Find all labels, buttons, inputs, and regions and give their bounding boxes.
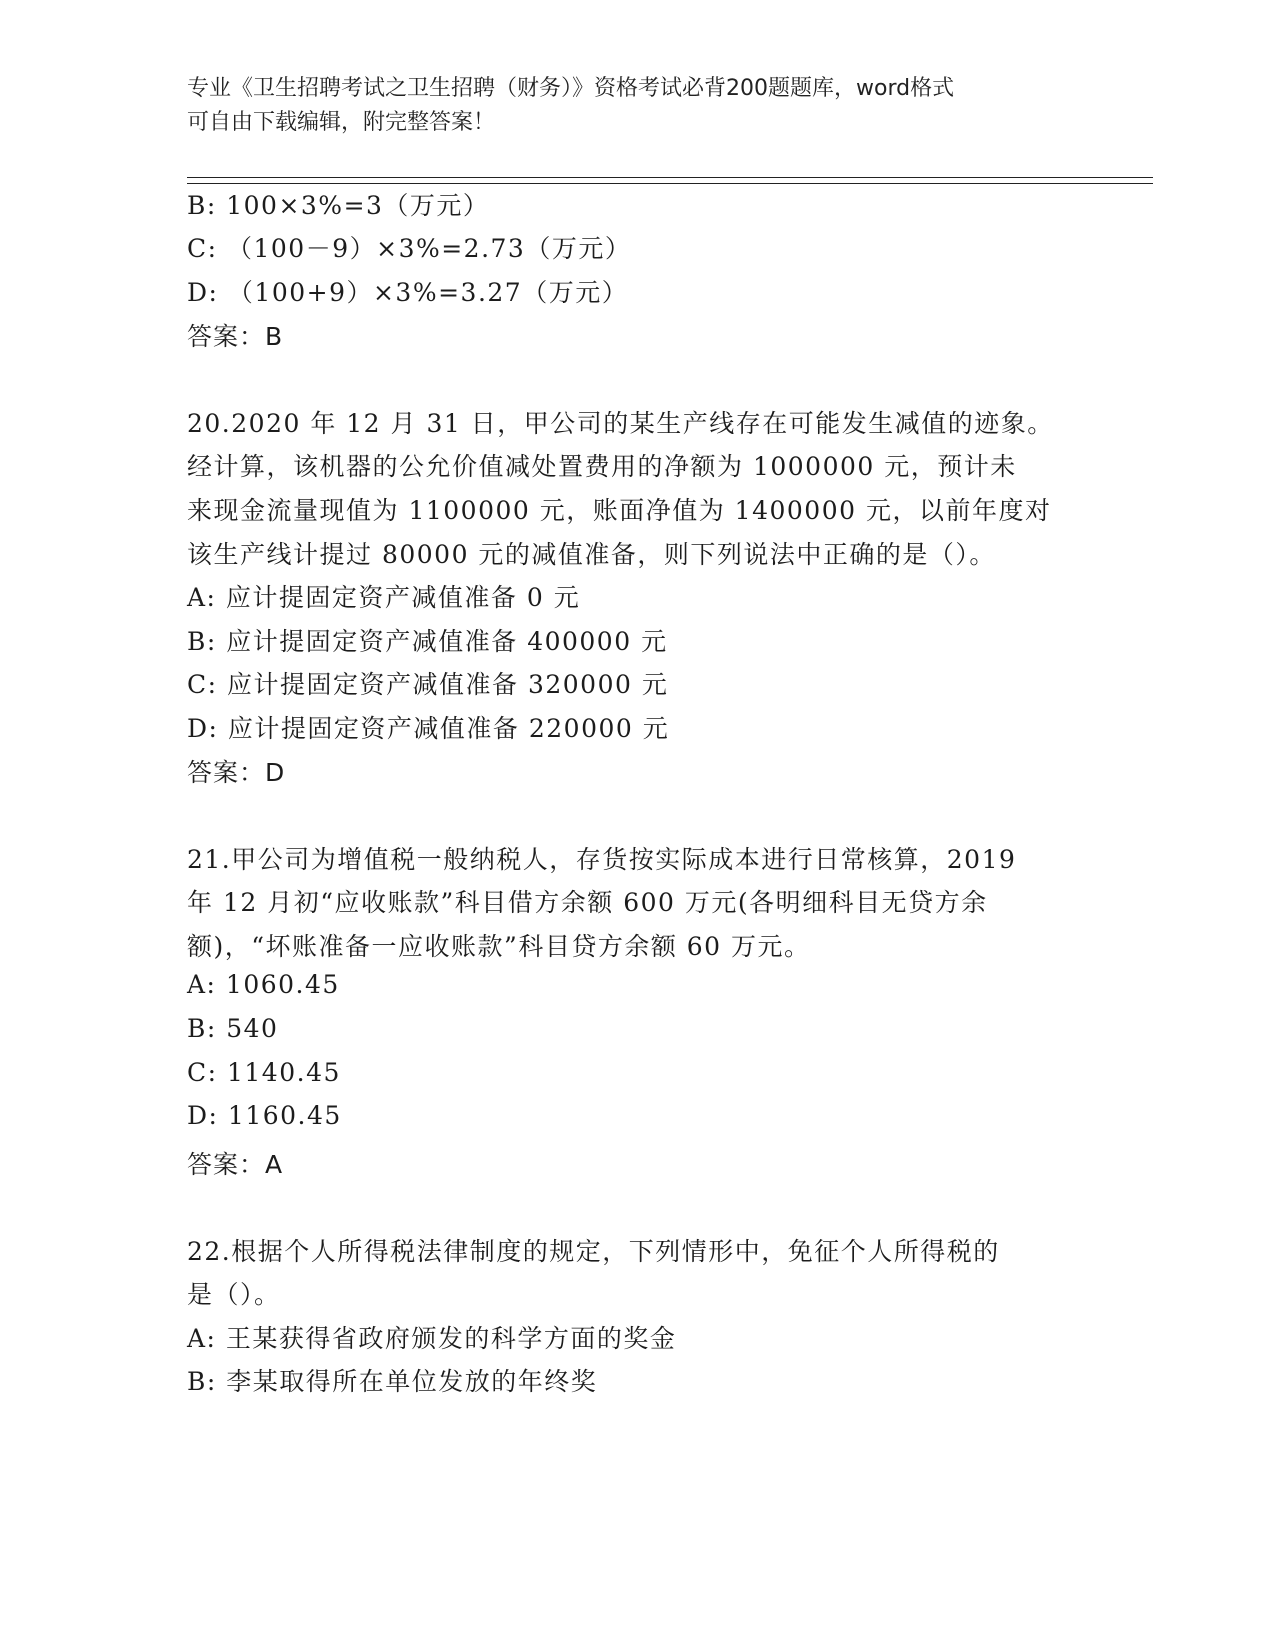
q21-option-c: C: 1140.45 bbox=[187, 1058, 341, 1087]
q20-answer: 答案：D bbox=[187, 758, 286, 787]
q20-option-c: C: 应计提固定资产减值准备 320000 元 bbox=[187, 670, 669, 699]
q19-option-b: B: 100×3%=3（万元） bbox=[187, 191, 490, 220]
header-rule-top bbox=[187, 177, 1153, 178]
document-header bbox=[187, 72, 1087, 140]
q19-answer: 答案：B bbox=[187, 322, 284, 351]
q21-option-b: B: 540 bbox=[187, 1014, 279, 1043]
q22-stem-line-2: 是（）。 bbox=[187, 1280, 281, 1309]
q21-stem-line-3: 额)，“坏账准备一应收账款”科目贷方余额 60 万元。 bbox=[187, 932, 811, 961]
q20-option-d: D: 应计提固定资产减值准备 220000 元 bbox=[187, 714, 670, 743]
q20-stem-line-2: 经计算，该机器的公允价值减处置费用的净额为 1000000 元，预计未 bbox=[187, 452, 1017, 481]
header-line-1: 专业《卫生招聘考试之卫生招聘（财务）》资格考试必背200题题库，word格式 bbox=[187, 76, 955, 101]
q19-option-d: D: （100+9）×3%=3.27（万元） bbox=[187, 278, 629, 307]
q20-stem-line-3: 来现金流量现值为 1100000 元，账面净值为 1400000 元，以前年度对 bbox=[187, 496, 1052, 525]
q22-stem-line-1: 22.根据个人所得税法律制度的规定，下列情形中，免征个人所得税的 bbox=[187, 1237, 1000, 1266]
q21-stem-line-2: 年 12 月初“应收账款”科目借方余额 600 万元(各明细科目无贷方余 bbox=[187, 888, 988, 917]
q20-stem-line-1: 20.2020 年 12 月 31 日，甲公司的某生产线存在可能发生减值的迹象。 bbox=[187, 409, 1054, 438]
q20-stem-line-4: 该生产线计提过 80000 元的减值准备，则下列说法中正确的是（）。 bbox=[187, 540, 996, 569]
q20-option-a: A: 应计提固定资产减值准备 0 元 bbox=[187, 583, 581, 612]
q22-option-b: B: 李某取得所在单位发放的年终奖 bbox=[187, 1367, 598, 1396]
header-rule-bottom bbox=[187, 183, 1153, 184]
q21-option-a: A: 1060.45 bbox=[187, 970, 340, 999]
q21-answer: 答案：A bbox=[187, 1150, 284, 1179]
header-line-2: 可自由下载编辑，附完整答案！ bbox=[187, 110, 496, 135]
q20-option-b: B: 应计提固定资产减值准备 400000 元 bbox=[187, 627, 668, 656]
q19-option-c: C: （100－9）×3%=2.73（万元） bbox=[187, 234, 632, 263]
q21-option-d: D: 1160.45 bbox=[187, 1101, 342, 1130]
q22-option-a: A: 王某获得省政府颁发的科学方面的奖金 bbox=[187, 1324, 677, 1353]
q21-stem-line-1: 21.甲公司为增值税一般纳税人，存货按实际成本进行日常核算，2019 bbox=[187, 845, 1017, 874]
